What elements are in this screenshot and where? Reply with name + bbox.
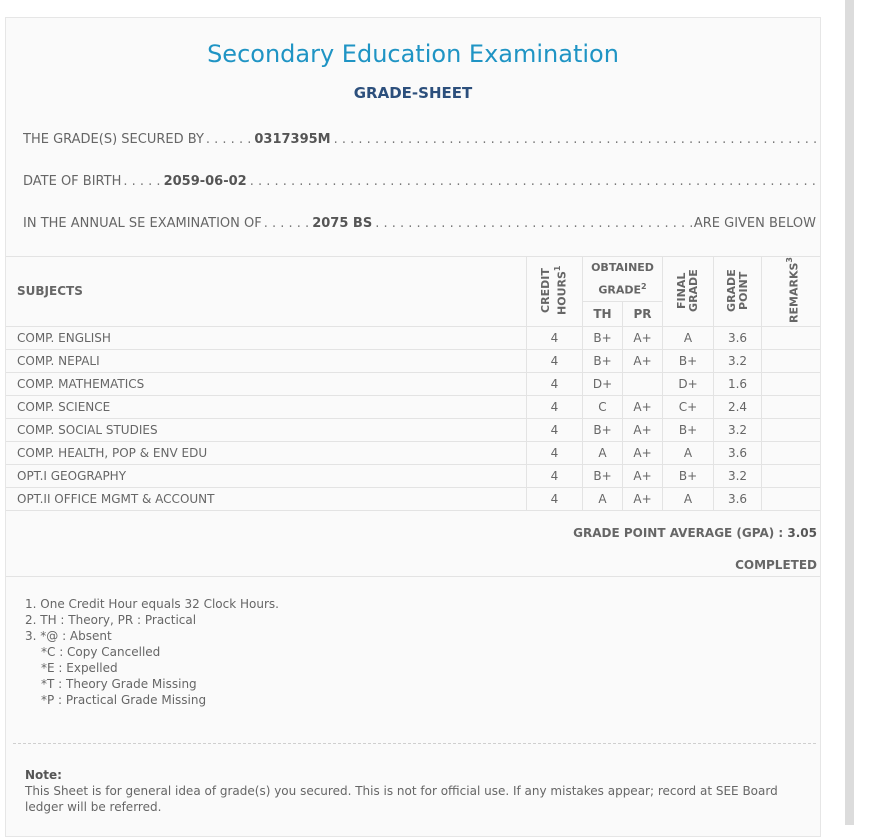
footnote-subitem: *E : Expelled — [41, 661, 118, 675]
cell-remarks — [762, 349, 822, 372]
header-th: TH — [583, 302, 623, 327]
note-section — [25, 767, 805, 815]
cell-th: C — [583, 395, 623, 418]
header-final-text: FINAL GRADE — [675, 268, 700, 312]
cell-remarks — [762, 326, 822, 349]
cell-th: B+ — [583, 418, 623, 441]
cell-credit: 4 — [527, 487, 583, 510]
table-row — [6, 395, 821, 418]
cell-credit: 4 — [527, 441, 583, 464]
header-remarks-text: REMARKS — [787, 262, 801, 323]
header-obtained-grade — [583, 257, 663, 302]
cell-remarks — [762, 441, 822, 464]
info-secured-by — [23, 132, 816, 152]
page-title: Secondary Education Examination — [207, 40, 619, 68]
cell-th: A — [583, 441, 623, 464]
header-final-grade — [663, 257, 714, 327]
cell-subject: COMP. HEALTH, POP & ENV EDU — [6, 441, 527, 464]
note-text: This Sheet is for general idea of grade(s) you secured. This is not for official use. If any mistakes appear; record at SEE Board ledger will be referred. — [25, 784, 778, 814]
cell-th: B+ — [583, 326, 623, 349]
symbol-number: 0317395M — [254, 132, 331, 147]
cell-point: 3.2 — [714, 349, 762, 372]
cell-final: D+ — [663, 372, 714, 395]
header-grade-point — [714, 257, 762, 327]
footnote-subitem: *T : Theory Grade Missing — [41, 677, 197, 691]
exam-tail: ARE GIVEN BELOW — [693, 216, 816, 231]
footnote-item: 2. TH : Theory, PR : Practical — [25, 613, 197, 627]
header-remarks — [762, 257, 822, 327]
cell-credit: 4 — [527, 349, 583, 372]
header-obtained-text: OBTAINED GRADE — [591, 261, 654, 298]
table-row — [6, 372, 821, 395]
footnote-item: 3. *@ : Absent — [25, 629, 112, 643]
cell-pr: A+ — [623, 326, 663, 349]
secured-lead: . . . . . . — [205, 132, 252, 147]
page-subtitle: GRADE-SHEET — [353, 84, 473, 102]
cell-final: A — [663, 487, 714, 510]
cell-th: D+ — [583, 372, 623, 395]
cell-final: C+ — [663, 395, 714, 418]
cell-pr — [623, 372, 663, 395]
scrollbar-thumb[interactable] — [845, 0, 854, 825]
cell-subject: COMP. NEPALI — [6, 349, 527, 372]
cell-pr: A+ — [623, 418, 663, 441]
footnote-ref: 3 — [784, 257, 794, 263]
grades-body — [6, 326, 821, 510]
dot-leader — [375, 216, 692, 231]
cell-final: A — [663, 441, 714, 464]
cell-point: 2.4 — [714, 395, 762, 418]
header-point-text: GRADE POINT — [724, 268, 750, 312]
cell-point: 1.6 — [714, 372, 762, 395]
cell-final: B+ — [663, 464, 714, 487]
note-heading: Note: — [25, 768, 62, 782]
divider — [6, 576, 821, 577]
cell-final: A — [663, 326, 714, 349]
cell-remarks — [762, 372, 822, 395]
status-text: COMPLETED — [735, 558, 817, 572]
cell-point: 3.6 — [714, 441, 762, 464]
exam-label: IN THE ANNUAL SE EXAMINATION OF — [23, 216, 262, 231]
header-pr: PR — [623, 302, 663, 327]
cell-final: B+ — [663, 418, 714, 441]
dashed-divider — [13, 743, 816, 744]
footnote-subitem: *C : Copy Cancelled — [41, 645, 161, 659]
dot-leader — [334, 132, 816, 147]
cell-final: B+ — [663, 349, 714, 372]
cell-point: 3.2 — [714, 464, 762, 487]
cell-pr: A+ — [623, 464, 663, 487]
cell-pr: A+ — [623, 349, 663, 372]
cell-th: B+ — [583, 464, 623, 487]
cell-th: A — [583, 487, 623, 510]
header-subjects: SUBJECTS — [6, 257, 527, 327]
cell-subject: COMP. ENGLISH — [6, 326, 527, 349]
cell-point: 3.2 — [714, 418, 762, 441]
dob-value: 2059-06-02 — [163, 174, 247, 189]
cell-remarks — [762, 487, 822, 510]
header-credit-text: CREDIT HOURS — [539, 267, 569, 315]
cell-subject: OPT.I GEOGRAPHY — [6, 464, 527, 487]
footnote-ref: 1 — [553, 265, 563, 271]
table-row — [6, 487, 821, 510]
cell-pr: A+ — [623, 487, 663, 510]
table-row — [6, 464, 821, 487]
cell-credit: 4 — [527, 418, 583, 441]
exam-lead: . . . . . . — [263, 216, 310, 231]
cell-credit: 4 — [527, 464, 583, 487]
footnote-ref: 2 — [641, 282, 647, 292]
secured-label: THE GRADE(S) SECURED BY — [23, 132, 204, 147]
cell-point: 3.6 — [714, 487, 762, 510]
dob-label: DATE OF BIRTH — [23, 174, 122, 189]
gpa-label: GRADE POINT AVERAGE (GPA) : — [573, 526, 784, 540]
grades-table — [6, 256, 821, 511]
cell-remarks — [762, 395, 822, 418]
table-row — [6, 326, 821, 349]
cell-subject: COMP. SCIENCE — [6, 395, 527, 418]
cell-credit: 4 — [527, 372, 583, 395]
cell-pr: A+ — [623, 441, 663, 464]
gpa-value: 3.05 — [787, 526, 817, 540]
table-row — [6, 441, 821, 464]
table-header-row — [6, 257, 821, 302]
grade-sheet — [5, 17, 821, 837]
cell-remarks — [762, 464, 822, 487]
info-exam — [23, 216, 816, 236]
cell-subject: COMP. MATHEMATICS — [6, 372, 527, 395]
dot-leader — [250, 174, 816, 189]
footnote-subitem: *P : Practical Grade Missing — [41, 693, 207, 707]
cell-subject: OPT.II OFFICE MGMT & ACCOUNT — [6, 487, 527, 510]
footnote-item: 1. One Credit Hour equals 32 Clock Hours. — [25, 597, 279, 611]
dob-lead: . . . . . — [123, 174, 161, 189]
cell-subject: COMP. SOCIAL STUDIES — [6, 418, 527, 441]
info-dob — [23, 174, 816, 194]
cell-credit: 4 — [527, 326, 583, 349]
table-row — [6, 418, 821, 441]
cell-credit: 4 — [527, 395, 583, 418]
cell-point: 3.6 — [714, 326, 762, 349]
footnotes — [25, 596, 279, 708]
table-row — [6, 349, 821, 372]
exam-year: 2075 BS — [312, 216, 373, 231]
cell-pr: A+ — [623, 395, 663, 418]
gpa-summary — [573, 526, 817, 540]
header-credit-hours — [527, 257, 583, 327]
cell-th: B+ — [583, 349, 623, 372]
cell-remarks — [762, 418, 822, 441]
